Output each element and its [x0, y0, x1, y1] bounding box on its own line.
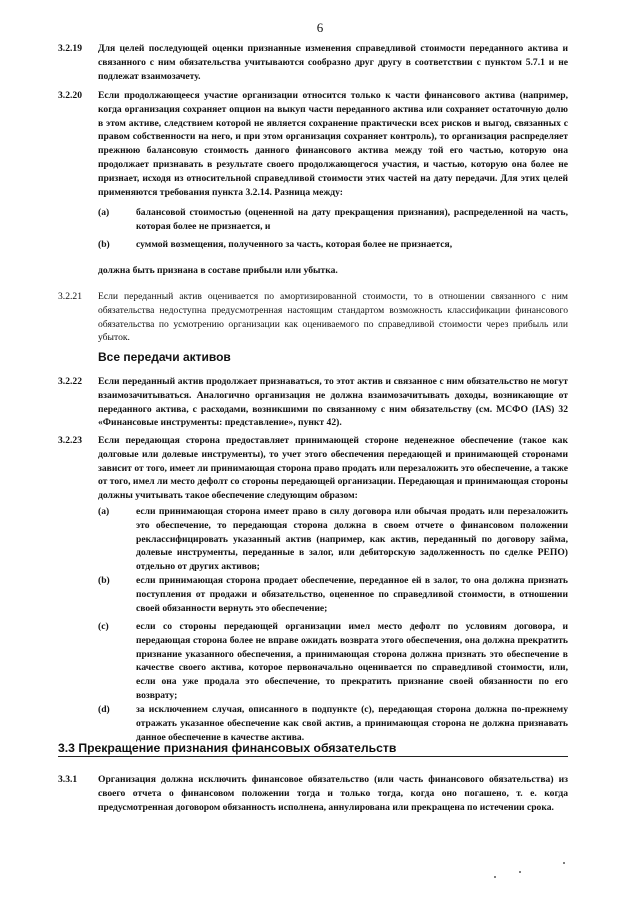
paragraph-3-2-19	[58, 42, 568, 83]
paragraph-3-2-22	[58, 375, 568, 430]
scan-speck	[494, 876, 496, 878]
subitem-label: (c)	[98, 621, 109, 632]
scan-speck	[563, 862, 565, 864]
paragraph-number: 3.2.23	[58, 435, 82, 446]
paragraph-3-2-23	[58, 434, 568, 503]
subitem-b	[98, 238, 568, 252]
paragraph-3-3-1	[58, 773, 568, 814]
subitem-label: (d)	[98, 704, 110, 715]
section-heading-3-3: 3.3 Прекращение признания финансовых обязательств	[58, 741, 568, 757]
subitem-a	[98, 505, 568, 574]
paragraph-number: 3.2.20	[58, 90, 82, 101]
paragraph-text: Организация должна исключить финансовое обязательство (или часть финансового обязательства) из своего отчета о финансовом положении тогда и только тогда, когда оно погашено, т. е. когда предусмотренная договором обязанность исполнена, аннулирована или прекращена по истечении срока.	[98, 774, 568, 813]
subitem-text: если принимающая сторона имеет право в силу договора или обычая продать или перезаложить это обеспечение, то передающая сторона должна в своем отчете о финансовом положении реклассифицировать указанный актив (например, как актив, переданный по договору займа, долевые инструменты, переданные в залог, или дебиторскую задолженность по сделке РЕПО) отдельно от других активов;	[136, 506, 568, 573]
subitem-text: за исключением случая, описанного в подпункте (c), передающая сторона должна по-прежнему отражать указанное обеспечение как свой актив, а принимающая сторона не должна признавать данное обеспечение в качестве актива.	[136, 704, 568, 743]
paragraph-text: Если переданный актив оценивается по амортизированной стоимости, то в отношении связанного с ним обязательства недоступна предусмотренная настоящим стандартом возможность классификации финансового обязательства по усмотрению организации как оцениваемого по справедливой стоимости через прибыль или убыток.	[98, 291, 568, 344]
page-number: 6	[316, 20, 324, 35]
paragraph-text: Для целей последующей оценки признанные изменения справедливой стоимости переданного актива и связанного с ним обязательства учитываются сообразно друг другу в соответствии с пунктом 5.7.1 и не подлежат взаимозачету.	[98, 43, 568, 82]
subitem-label: (a)	[98, 207, 110, 218]
subitem-text: если со стороны передающей организации имел место дефолт по условиям договора, и передающая сторона более не вправе ожидать возврата этого обеспечения, она должна прекратить признание указанного обеспечения, а принимающая сторона должна признать это обеспечение в качестве своего актива, которое первоначально оценивается по справедливой стоимости, или, если она уже продала это обеспечение, то прекратить признание своей обязанности по его возврату;	[136, 621, 568, 701]
paragraph-number: 3.2.22	[58, 376, 82, 387]
paragraph-tail: должна быть признана в составе прибыли или убытка.	[98, 265, 338, 276]
paragraph-number: 3.3.1	[58, 774, 78, 785]
paragraph-3-2-21	[58, 290, 568, 345]
subitem-label: (b)	[98, 239, 110, 250]
subitem-d	[98, 703, 568, 744]
subitem-a	[98, 206, 568, 234]
paragraph-text: Если передающая сторона предоставляет принимающей стороне неденежное обеспечение (такое как долговые или долевые инструменты), то учет этого обеспечения передающей и принимающей сторонами зависит от того, имеет ли принимающая сторона право продать или перезаложить это обеспечение, а также от того, имел ли место дефолт со стороны передающей организации. Передающая и принимающая стороны должны учитывать такое обеспечение следующим образом:	[98, 435, 568, 502]
subheading-all-transfers: Все передачи активов	[98, 350, 231, 364]
paragraph-text: Если продолжающееся участие организации относится только к части финансового актива (например, когда организация сохраняет опцион на выкуп части переданного актива или сохраняет остаточную долю в этом активе, следствием которой не является сохранение практически всех рисков и выгод, связанных с правом собственности на него, и при этом организация сохраняет контроль), то организация распределяет прежнюю балансовую стоимость данного финансового актива между той его частью, которую она продолжает признавать в результате своего продолжающегося участия, и частью, которую она более не признает, исходя из относительной справедливой стоимости этих частей на дату передачи. Для этих целей применяются требования пункта 3.2.14. Разница между:	[98, 90, 568, 198]
subitem-b	[98, 574, 568, 615]
subitem-c	[98, 620, 568, 703]
subitem-label: (b)	[98, 575, 110, 586]
scan-speck	[519, 871, 521, 873]
paragraph-text: Если переданный актив продолжает признаваться, то этот актив и связанное с ним обязательство не могут взаимозачитываться. Аналогично организация не должна взаимозачитывать доходы, возникающие от переданного актива, с расходами, возникшими по связанному с ним обязательству (см. МСФО (IAS) 32 «Финансовые инструменты: представление», пункт 42).	[98, 376, 568, 429]
paragraph-number: 3.2.21	[58, 291, 82, 302]
subitem-label: (a)	[98, 506, 110, 517]
paragraph-number: 3.2.19	[58, 43, 82, 54]
subitem-text: если принимающая сторона продает обеспечение, переданное ей в залог, то она должна признать поступления от продажи и обязательство, оцененное по справедливой стоимости, в отношении своей обязанности вернуть это обеспечение;	[136, 575, 568, 614]
paragraph-3-2-20	[58, 89, 568, 199]
subitem-text: балансовой стоимостью (оцененной на дату прекращения признания), распределенной на часть, которая более не признается, и	[136, 207, 568, 232]
subitem-text: суммой возмещения, полученного за часть, которая более не признается,	[136, 239, 453, 250]
